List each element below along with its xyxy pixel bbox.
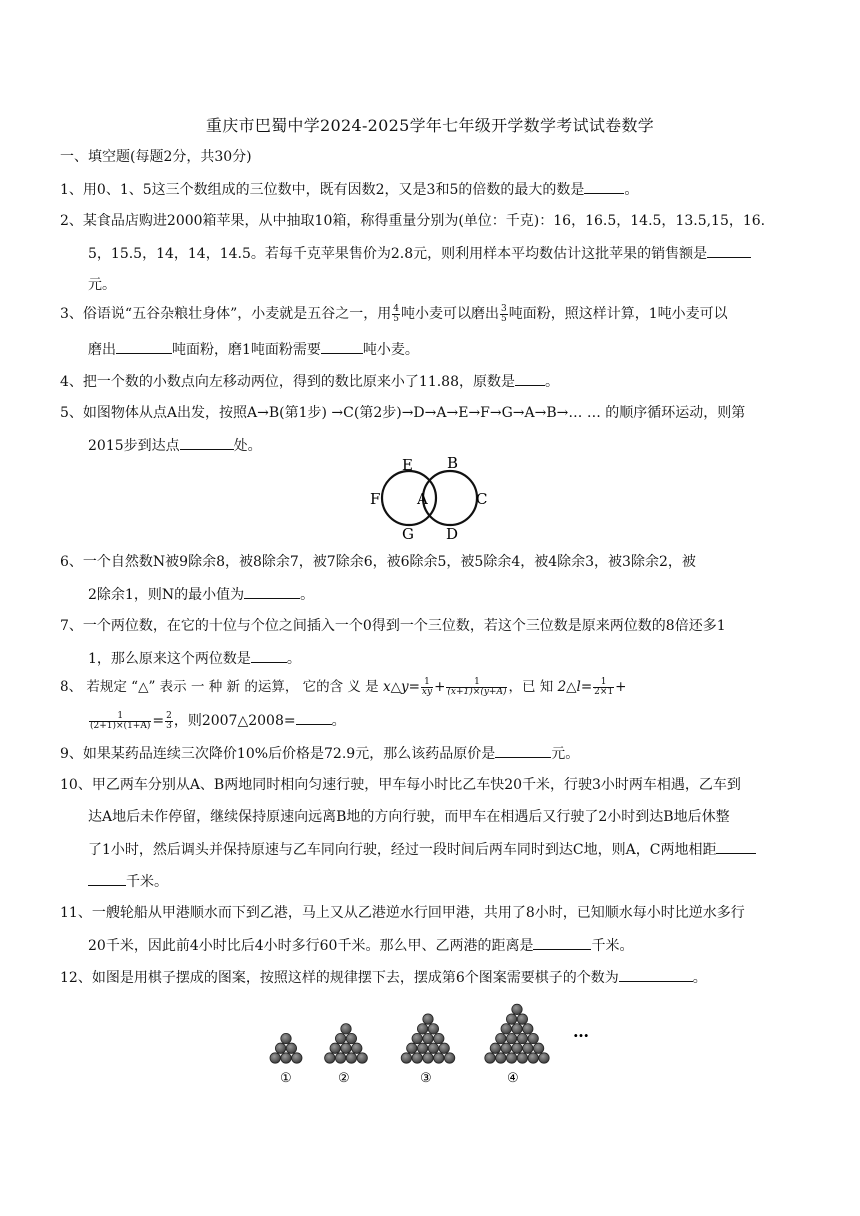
- chess-piece: [490, 1043, 500, 1053]
- question-7-text: 1，那么原来这个两位数是: [88, 651, 251, 667]
- chess-piece: [286, 1043, 296, 1053]
- chess-piece: [485, 1053, 495, 1063]
- label-E: E: [402, 456, 413, 474]
- question-4-end: 。: [545, 374, 559, 390]
- answer-blank[interactable]: [515, 371, 545, 386]
- question-3-text-e: 吨面粉，磨1吨面粉需要: [172, 342, 321, 358]
- chess-piece: [423, 1014, 433, 1024]
- denominator: 3: [166, 720, 172, 731]
- answer-blank[interactable]: [707, 243, 751, 258]
- question-8-text-a: 8、 若规定 “△” 表示 一 种 新 的运算， 它的含 义 是: [60, 679, 379, 695]
- chess-piece: [423, 1053, 433, 1063]
- fraction: [165, 712, 173, 731]
- question-10-line-1: 10、甲乙两车分别从A、B两地同时相向匀速行驶，甲车每小时比乙车快20千米，行驶3小时两车相遇，乙车到: [60, 777, 741, 793]
- section-heading: 一、填空题(每题2分，共30分): [60, 149, 252, 165]
- chess-piece: [335, 1033, 345, 1043]
- numerator: 1: [421, 678, 433, 688]
- pattern-label-2: ②: [338, 1071, 350, 1086]
- question-3-text-a: 3、俗语说“五谷杂粮壮身体”，小麦就是五谷之一，用: [60, 306, 392, 322]
- fraction: [500, 305, 508, 324]
- chess-piece: [517, 1053, 527, 1063]
- denominator: xy: [421, 687, 433, 697]
- chess-piece: [501, 1043, 511, 1053]
- chess-piece: [275, 1043, 285, 1053]
- question-6-end: 。: [300, 587, 315, 603]
- label-A: A: [417, 490, 428, 508]
- label-D: D: [446, 525, 459, 543]
- answer-blank[interactable]: [296, 710, 332, 725]
- question-10-end: 千米。: [126, 874, 168, 890]
- question-3-text-d: 磨出: [88, 342, 116, 358]
- chess-piece: [506, 1033, 516, 1043]
- chess-piece: [512, 1024, 522, 1034]
- chess-piece: [417, 1024, 427, 1034]
- numerator: 3: [500, 303, 507, 314]
- pattern-label-4: ④: [507, 1071, 519, 1086]
- plus-sign: +: [434, 679, 446, 695]
- chess-piece: [439, 1043, 449, 1053]
- question-5-end: 处。: [233, 438, 262, 454]
- chess-piece: [428, 1043, 438, 1053]
- chess-piece: [341, 1043, 351, 1053]
- answer-blank[interactable]: [321, 339, 363, 354]
- question-10-line-2: 达A地后未作停留，继续保持原速向远离B地的方向行驶，而甲车在相遇后又行驶了2小时到达B地后休整: [88, 809, 730, 825]
- question-2-line-2: [88, 243, 751, 264]
- question-8-line-1: [60, 677, 626, 697]
- chess-piece: [352, 1043, 362, 1053]
- chess-piece: [341, 1024, 351, 1034]
- answer-blank[interactable]: [88, 871, 126, 886]
- question-4-text: 4、把一个数的小数点向左移动两位，得到的数比原来小了11.88，原数是: [60, 374, 515, 390]
- answer-blank[interactable]: [116, 339, 172, 354]
- question-1-end: 。: [624, 182, 639, 198]
- math-expression: x△y=: [382, 679, 420, 695]
- chess-piece: [533, 1043, 543, 1053]
- numerator: 1: [89, 712, 151, 722]
- label-B: B: [447, 455, 459, 472]
- chess-piece: [496, 1053, 506, 1063]
- question-7-line-1: 7、一个两位数，在它的十位与个位之间插入一个0得到一个三位数，若这个三位数是原来两位数的8倍还多1: [60, 618, 726, 634]
- question-7-line-2: [88, 648, 301, 669]
- question-5-text: 2015步到达点: [88, 438, 180, 454]
- question-2-text: 5，15.5，14，14，14.5。若每千克苹果售价为2.8元，则利用样本平均数估计这批苹果的销售额是: [88, 246, 708, 262]
- plus-sign: +: [615, 679, 627, 695]
- left-circle: [382, 471, 436, 525]
- chess-piece: [270, 1053, 280, 1063]
- question-3-line-2: [88, 339, 419, 360]
- chess-piece: [523, 1043, 533, 1053]
- equals-sign: =: [152, 713, 165, 729]
- question-6-line-1: 6、一个自然数N被9除余8，被8除余7，被7除余6，被6除余5，被5除余4，被4除余3，被3除余2，被: [60, 554, 696, 570]
- denominator: (2+1)×(1+A): [90, 720, 151, 731]
- chess-piece: [292, 1053, 302, 1063]
- question-1-text: 1、用0、1、5这三个数组成的三位数中，既有因数2，又是3和5的倍数的最大的数是: [60, 182, 585, 198]
- chess-piece: [496, 1033, 506, 1043]
- fraction: [421, 678, 433, 697]
- numerator: 1: [593, 678, 614, 688]
- chess-piece: [412, 1033, 422, 1043]
- denominator: (x+1)×(y+A): [447, 687, 507, 697]
- question-8-end: 。: [331, 713, 346, 729]
- question-8-text-c: ，则2007△2008=: [173, 713, 296, 729]
- answer-blank[interactable]: [619, 967, 693, 982]
- question-11-end: 千米。: [591, 938, 634, 954]
- answer-blank[interactable]: [716, 839, 756, 854]
- question-11-text: 20千米，因此前4小时比后4小时多行60千米。那么甲、乙两港的距离是: [88, 938, 534, 954]
- question-3-text-c: 吨面粉，照这样计算，1吨小麦可以: [508, 306, 728, 322]
- chess-piece: [330, 1043, 340, 1053]
- question-8-text-b: ，已 知: [508, 679, 554, 695]
- right-circle: [423, 471, 477, 525]
- chess-piece: [517, 1033, 527, 1043]
- chess-piece: [335, 1053, 345, 1063]
- math-expression: 2△l=: [557, 679, 593, 695]
- chess-piece: [506, 1053, 516, 1063]
- denominator: 5: [500, 313, 507, 324]
- chess-piece: [444, 1053, 454, 1063]
- label-G: G: [402, 525, 414, 543]
- pattern-label-1: ①: [280, 1071, 292, 1086]
- chess-piece: [357, 1053, 367, 1063]
- chess-piece: [281, 1053, 291, 1063]
- chess-piece: [501, 1024, 511, 1034]
- label-C: C: [476, 490, 488, 508]
- question-5-line-1: 5、如图物体从点A出发，按照A→B(第1步) →C(第2步)→D→A→E→F→G→A→B→… … 的顺序循环运动，则第: [60, 405, 746, 421]
- page-title: 重庆市巴蜀中学2024-2025学年七年级开学数学考试试卷数学: [205, 116, 655, 135]
- chess-pieces-figure: [260, 985, 600, 1090]
- chess-piece: [417, 1043, 427, 1053]
- denominator: 2×1: [594, 687, 614, 697]
- question-3-text-f: 吨小麦。: [362, 342, 419, 358]
- question-7-end: 。: [286, 651, 301, 667]
- fraction: [392, 305, 400, 324]
- chess-piece: [428, 1024, 438, 1034]
- question-4: [60, 371, 559, 392]
- answer-blank[interactable]: [244, 584, 300, 599]
- question-10-line-4: [88, 871, 168, 892]
- question-10-line-3: [88, 839, 756, 860]
- pattern-label-3: ③: [420, 1071, 432, 1086]
- question-6-text: 2除余1，则N的最小值为: [88, 587, 245, 603]
- question-10-text: 了1小时，然后调头并保持原速与乙车同向行驶，经过一段时间后两车同时到达C地，则A，C两地相距: [88, 842, 717, 858]
- question-2-line-1: 2、某食品店购进2000箱苹果，从中抽取10箱，称得重量分别为(单位：千克)：16，16.5，14.5，13.5,15，16.: [60, 213, 766, 229]
- chess-piece: [346, 1053, 356, 1063]
- question-3-text-b: 吨小麦可以磨出: [400, 306, 499, 322]
- chess-piece: [412, 1053, 422, 1063]
- chess-piece: [523, 1024, 533, 1034]
- chess-piece: [528, 1033, 538, 1043]
- question-12-end: 。: [692, 970, 707, 986]
- question-5-line-2: [88, 435, 262, 456]
- answer-blank[interactable]: [533, 935, 591, 950]
- two-circles-figure: [366, 455, 496, 545]
- numerator: 4: [393, 303, 399, 314]
- chess-piece: [346, 1033, 356, 1043]
- chess-piece: [517, 1014, 527, 1024]
- chess-piece: [423, 1033, 433, 1043]
- label-F: F: [370, 490, 381, 508]
- answer-blank[interactable]: [584, 179, 624, 194]
- question-6-line-2: [88, 584, 314, 605]
- question-11-line-1: 11、一艘轮船从甲港顺水而下到乙港，马上又从乙港逆水行回甲港，共用了8小时，已知顺水每小时比逆水多行: [60, 905, 745, 921]
- chess-piece: [512, 1004, 522, 1014]
- chess-piece: [434, 1033, 444, 1043]
- chess-piece: [407, 1043, 417, 1053]
- chess-piece: [434, 1053, 444, 1063]
- question-2-line-3: 元。: [88, 277, 116, 293]
- answer-blank[interactable]: [180, 435, 234, 450]
- chess-piece: [506, 1014, 516, 1024]
- question-11-line-2: [88, 935, 633, 956]
- question-9: [60, 743, 579, 764]
- numerator: 1: [446, 678, 507, 688]
- chess-piece: [539, 1053, 549, 1063]
- question-9-text: 9、如果某药品连续三次降价10%后价格是72.9元，那么该药品原价是: [60, 746, 496, 762]
- fraction: [593, 678, 614, 697]
- answer-blank[interactable]: [495, 743, 551, 758]
- denominator: 5: [393, 313, 399, 324]
- ellipsis: …: [573, 1022, 589, 1041]
- question-3-line-1: [60, 304, 728, 324]
- question-8-line-2: [88, 710, 346, 731]
- numerator: 2: [166, 710, 172, 721]
- chess-piece: [281, 1033, 291, 1043]
- question-9-end: 元。: [551, 746, 580, 762]
- answer-blank[interactable]: [251, 648, 287, 663]
- chess-piece: [528, 1053, 538, 1063]
- question-1: [60, 179, 638, 200]
- chess-piece: [325, 1053, 335, 1063]
- chess-piece: [512, 1043, 522, 1053]
- fraction: [446, 678, 507, 697]
- question-12-text: 12、如图是用棋子摆成的图案，按照这样的规律摆下去，摆成第6个图案需要棋子的个数为: [60, 970, 619, 986]
- chess-piece: [401, 1053, 411, 1063]
- fraction: [89, 712, 151, 731]
